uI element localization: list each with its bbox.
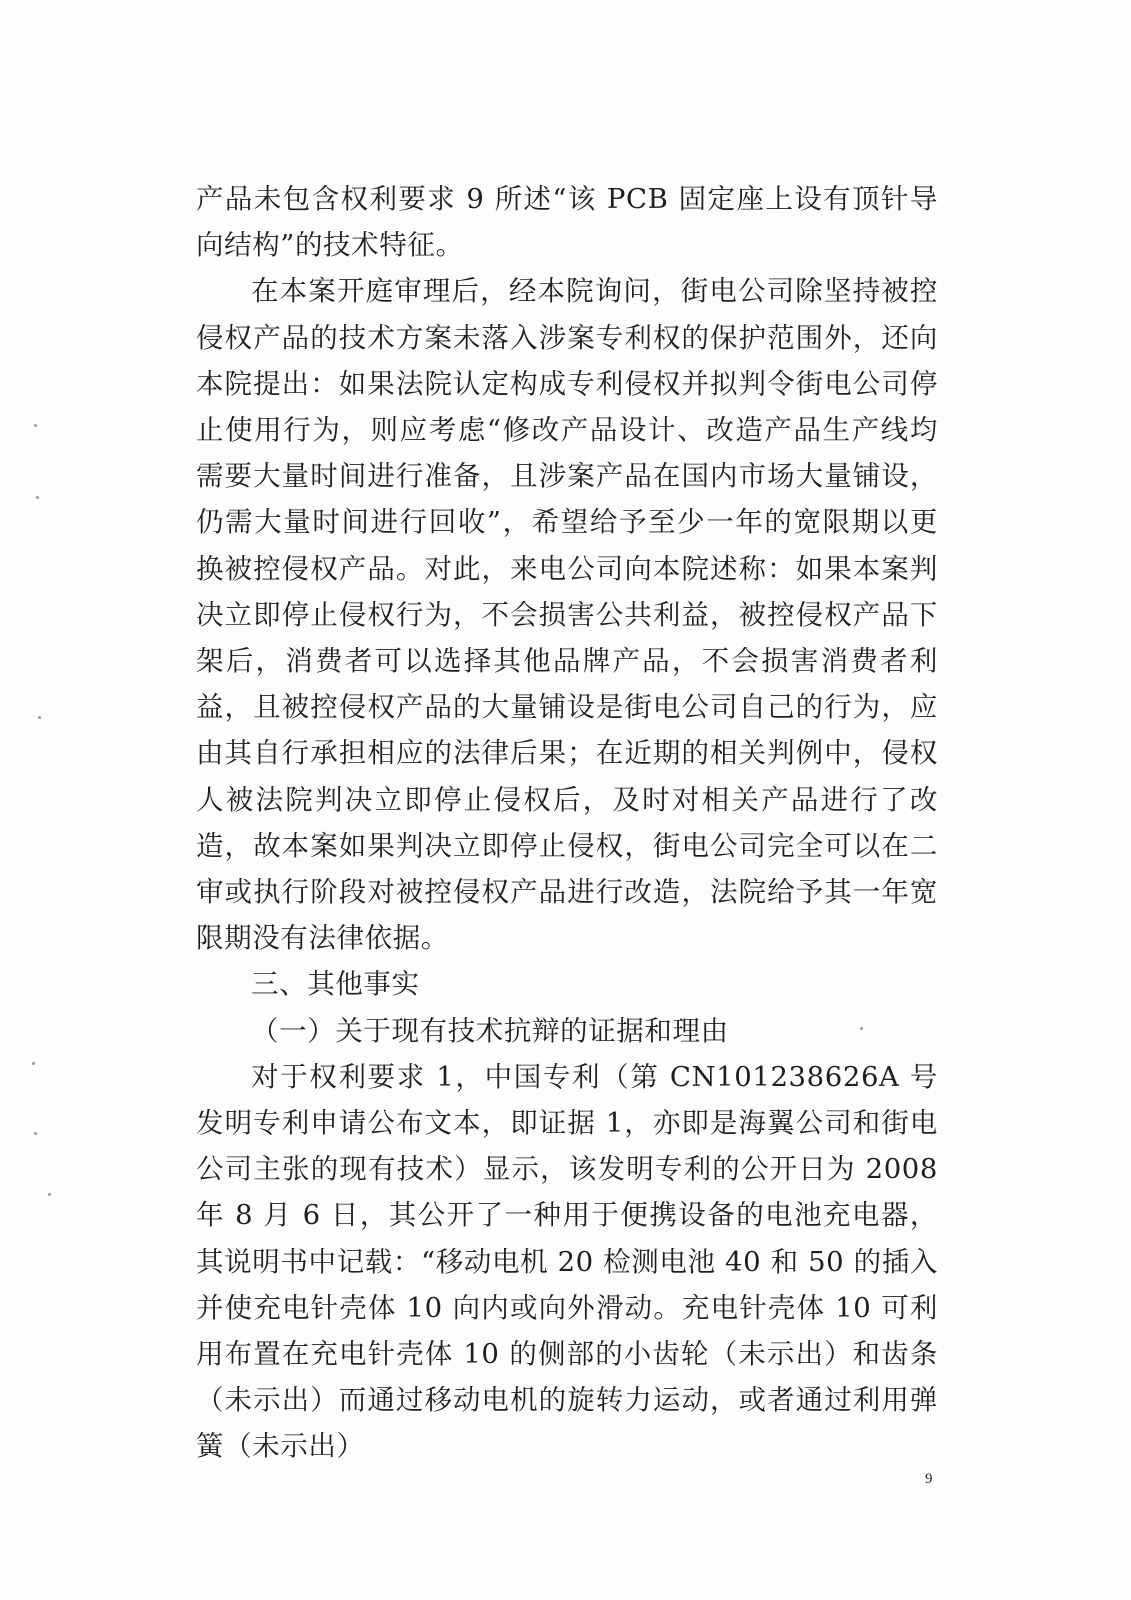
scan-speck <box>38 716 41 719</box>
scan-speck <box>32 1062 35 1065</box>
scan-speck <box>36 496 39 499</box>
page-number: 9 <box>925 1471 933 1487</box>
paragraph-grace-period: 在本案开庭审理后，经本院询问，街电公司除坚持被控侵权产品的技术方案未落入涉案专利权的保护范围外，还向本院提出：如果法院认定构成专利侵权并拟判令街电公司停止使用行为，则应考虑“修改产品设计、改造产品生产线均需要大量时间进行准备，且涉案产品在国内市场大量铺设，仍需大量时间进行回收”，希望给予至少一年的宽限期以更换被控侵权产品。对此，来电公司向本院述称：如果本案判决立即停止侵权行为，不会损害公共利益，被控侵权产品下架后，消费者可以选择其他品牌产品，不会损害消费者利益，且被控侵权产品的大量铺设是街电公司自己的行为，应由其自行承担相应的法律后果；在近期的相关判例中，侵权人被法院判决立即停止侵权后，及时对相关产品进行了改造，故本案如果判决立即停止侵权，街电公司完全可以在二审或执行阶段对被控侵权产品进行改造，法院给予其一年宽限期没有法律依据。 <box>196 275 938 955</box>
paragraph-continued: 产品未包含权利要求 9 所述“该 PCB 固定座上设有顶针导向结构”的技术特征。 <box>196 183 938 262</box>
scan-speck <box>48 1193 51 1196</box>
scan-speck <box>34 1132 37 1135</box>
section-heading-other-facts: 三、其他事实 <box>251 968 420 1001</box>
document-body <box>196 176 938 1470</box>
subsection-heading-prior-art: （一）关于现有技术抗辩的证据和理由 <box>251 1014 729 1047</box>
paragraph-prior-art: 对于权利要求 1，中国专利（第 CN101238626A 号发明专利申请公布文本，即证据 1，亦即是海翼公司和街电公司主张的现有技术）显示，该发明专利的公开日为 2008 年 8 月 6 日，其公开了一种用于便携设备的电池充电器，其说明书中记载：“移动电机 20 检测电池 40 和 50 的插入并使充电针壳体 10 向内或向外滑动。充电针壳体 10 可利用布置在充电针壳体 10 的侧部的小齿轮（未示出）和齿条（未示出）而通过移动电机的旋转力运动，或者通过利用弹簧（未示出） <box>196 1060 938 1463</box>
scan-speck <box>860 1027 863 1030</box>
scan-speck <box>34 424 37 427</box>
